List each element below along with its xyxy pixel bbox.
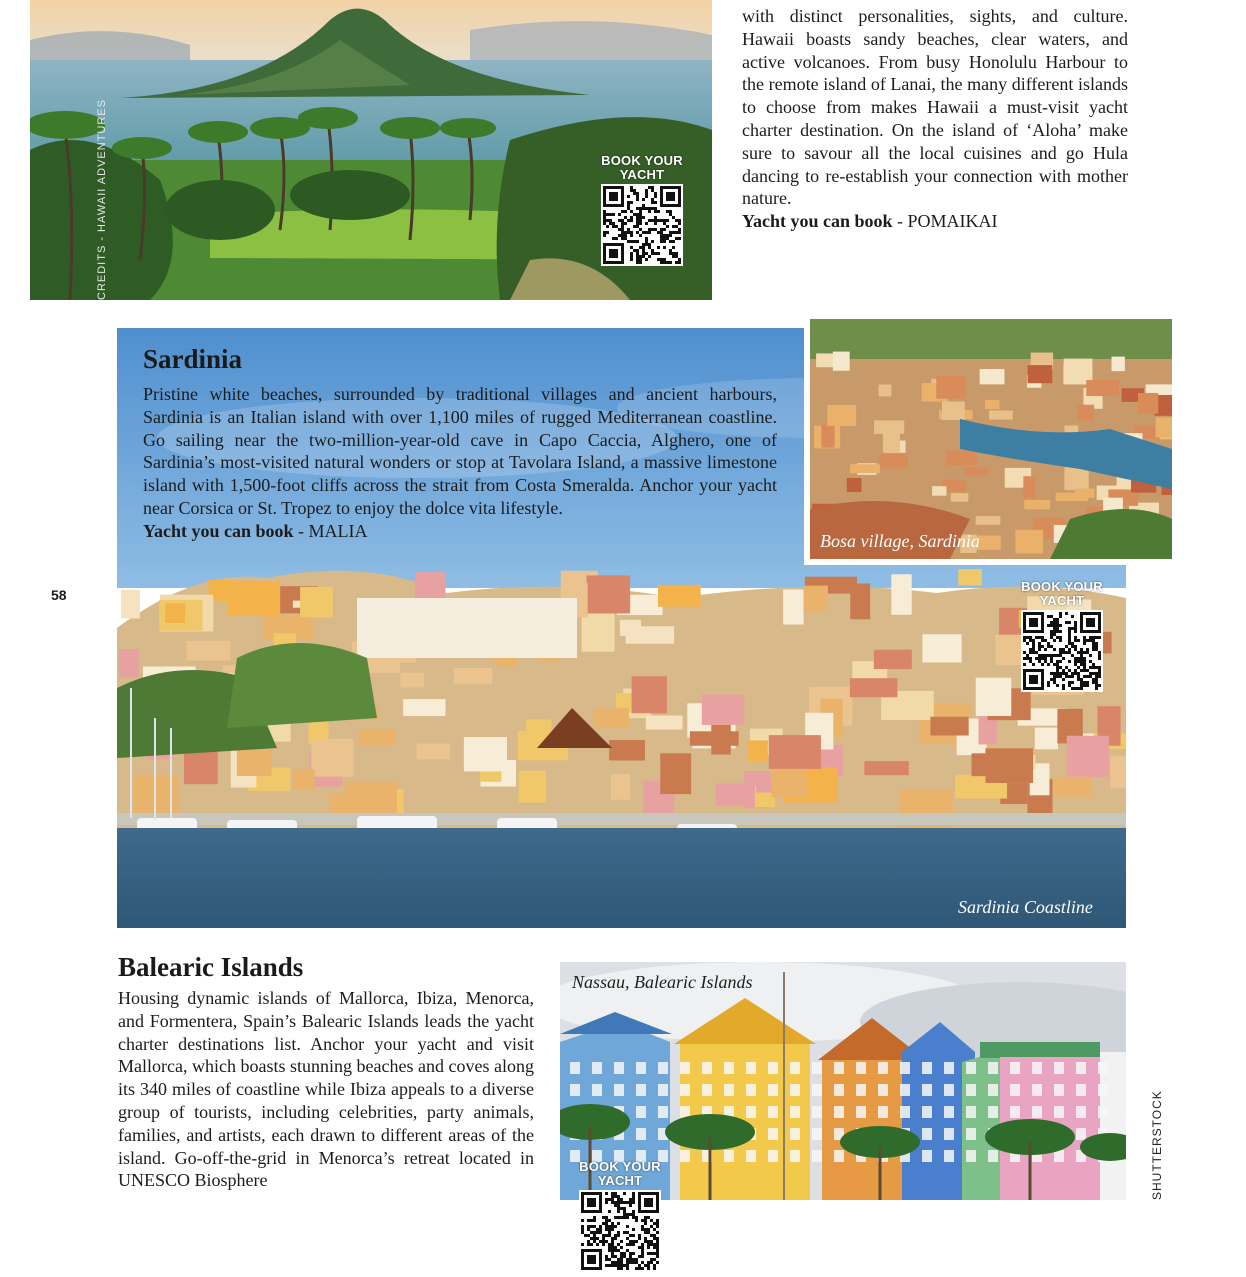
yacht-name: - POMAIKAI [897, 211, 998, 232]
book-yacht-label: BOOK YOUR YACHT [601, 153, 683, 182]
sardinia-body [143, 383, 777, 543]
bosa-village-photo [810, 319, 1172, 559]
bosa-village-photo-frame [804, 313, 1178, 565]
sardinia-text-column [143, 344, 777, 543]
sardinia-heading: Sardinia [143, 344, 243, 374]
nassau-caption: Nassau, Balearic Islands [572, 972, 753, 992]
qr-block-hawaii [599, 154, 685, 266]
qr-code[interactable] [601, 184, 683, 266]
sardinia-paragraph: Pristine white beaches, surrounded by traditional villages and ancient harbours, Sardinia is an Italian island with over 1,100 miles of rugged Mediterranean coastline. Go sailing near the two-million-year-old cave in Capo Caccia, Alghero, one of Sardinia’s most-visited natural wonders or stop at Tavolara Island, a massive limestone island with 1,500-foot cliffs across the strait from Costa Smeralda. Anchor your yacht near Corsica or St. Tropez to enjoy the dolce vita lifestyle. [143, 384, 777, 518]
book-yacht-label: BOOK YOUR YACHT [1021, 579, 1103, 608]
yacht-label: Yacht you can book [742, 211, 893, 232]
qr-block-balearic [577, 1160, 663, 1272]
hawaii-paragraph: with distinct personalities, sights, and culture. Hawaii boasts sandy beaches, clear waters, and active volcanoes. From busy Honolulu Harbour to the remote island of Lanai, the many different islands to choose from makes Hawaii a must-visit yacht charter destination. On the island of ‘Aloha’ make sure to savour all the local cuisines and go Hula dancing to re-establish your connection with mother nature. [742, 6, 1128, 209]
photo-credit-hawaii: CREDITS - HAWAII ADVENTURES [96, 99, 108, 300]
balearic-heading: Balearic Islands [118, 952, 304, 982]
yacht-label: Yacht you can book [143, 520, 294, 541]
photo-credit-shutterstock: SHUTTERSTOCK [1150, 1090, 1164, 1200]
sardinia-yacht-line [143, 520, 777, 543]
balearic-text-column [118, 952, 534, 1192]
page-number: 58 [51, 587, 67, 603]
book-yacht-label: BOOK YOUR YACHT [579, 1159, 661, 1188]
yacht-name: - MALIA [298, 520, 368, 541]
sardinia-coastline-caption: Sardinia Coastline [958, 897, 1093, 917]
balearic-paragraph: Housing dynamic islands of Mallorca, Ibiza, Menorca, and Formentera, Spain’s Balearic Islands leads the yacht charter destinations list. Anchor your yacht and visit Mallorca, which boasts stunning beaches and coves along its 340 miles of coastline while Ibiza appeals to a diverse group of tourists, including celebrities, party animals, families, and artists, each drawn to different areas of the island. Go-off-the-grid in Menorca’s retreat located in UNESCO Biosphere [118, 988, 534, 1191]
qr-code[interactable] [1021, 610, 1103, 692]
balearic-body [118, 987, 534, 1192]
qr-code[interactable] [579, 1190, 661, 1272]
qr-block-sardinia [1019, 580, 1105, 692]
hawaii-yacht-line [742, 210, 1128, 233]
bosa-village-caption: Bosa village, Sardinia [820, 531, 980, 551]
hawaii-text-column [742, 5, 1128, 233]
